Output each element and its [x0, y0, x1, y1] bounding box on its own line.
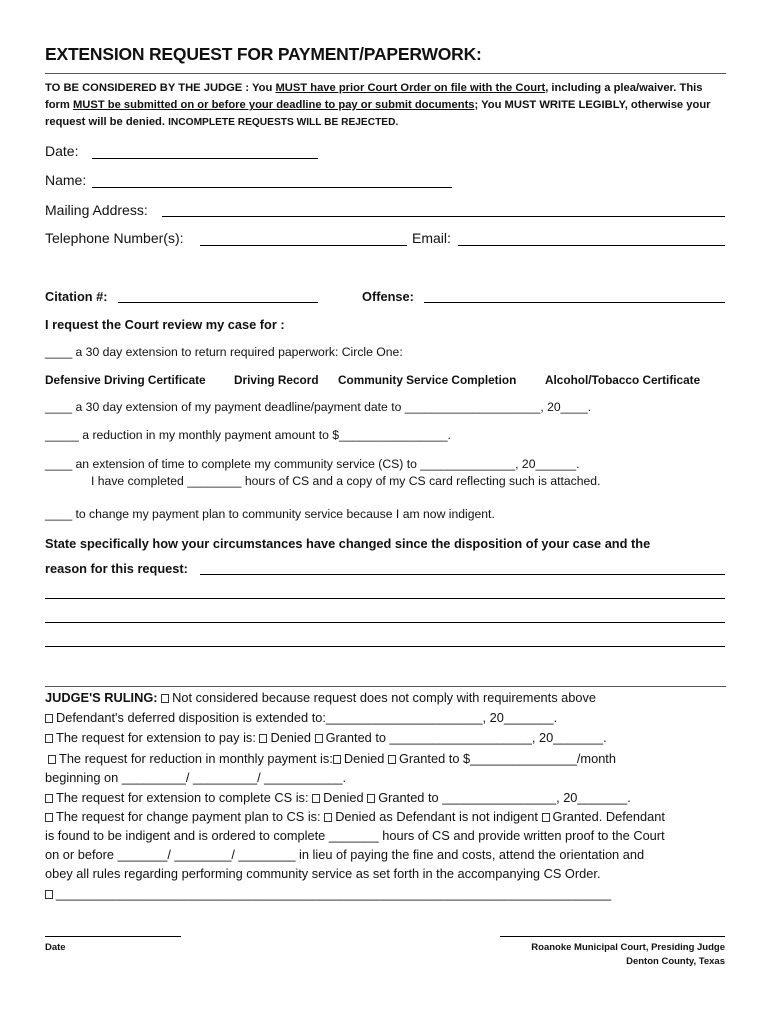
date-field[interactable] — [92, 158, 318, 159]
ruling-text: Denied — [343, 751, 388, 766]
checkbox[interactable] — [367, 794, 375, 803]
checkbox[interactable] — [45, 734, 53, 743]
form-instructions — [45, 80, 720, 131]
citation-field[interactable] — [118, 302, 318, 303]
ruling-text: Denied — [323, 790, 368, 805]
ruling-line-other — [45, 886, 611, 901]
ruling-text: The request for extension to complete CS is: — [56, 790, 313, 805]
checkbox[interactable] — [315, 734, 323, 743]
judges-ruling-label: JUDGE'S RULING: — [45, 690, 162, 705]
date-signature-line[interactable] — [45, 936, 181, 937]
request-item-paperwork[interactable]: ____ a 30 day extension to return required paperwork: Circle One: — [45, 345, 403, 359]
ruling-text: Granted to $_______________/month — [398, 751, 616, 766]
email-field[interactable] — [458, 245, 725, 246]
ruling-text: Granted to ____________________, 20_______. — [325, 730, 607, 745]
telephone-field[interactable] — [200, 245, 407, 246]
checkbox[interactable] — [333, 755, 341, 764]
checkbox[interactable] — [48, 755, 56, 764]
ruling-text[interactable]: ______________________________________________________________________________ — [56, 886, 612, 901]
checkbox[interactable] — [161, 694, 169, 703]
ruling-text: Denied — [270, 730, 315, 745]
ruling-line-obey-rules: obey all rules regarding performing community service as set forth in the accompanying CS Order. — [45, 866, 601, 881]
ruling-divider — [45, 686, 726, 687]
mailing-address-label: Mailing Address: — [45, 202, 148, 218]
request-item-payment-reduction[interactable]: _____ a reduction in my monthly payment amount to $________________. — [45, 428, 451, 442]
offense-label: Offense: — [362, 289, 414, 304]
footer-date-label: Date — [45, 942, 66, 953]
ruling-line-reduction — [48, 751, 616, 766]
reason-line[interactable] — [45, 622, 725, 623]
date-label: Date: — [45, 143, 79, 159]
checkbox[interactable] — [259, 734, 267, 743]
cs-hours-completed[interactable]: I have completed ________ hours of CS and a copy of my CS card reflecting such is attached. — [91, 474, 601, 488]
title-divider — [45, 73, 726, 74]
judge-signature-line[interactable] — [500, 936, 725, 937]
instructions-text: ; You MUST WRITE LEGIBLY, otherwise your request will be denied. — [45, 99, 711, 128]
request-item-cs-extension[interactable]: ____ an extension of time to complete my community service (CS) to ______________, 20______. — [45, 457, 580, 471]
reason-label: reason for this request: — [45, 561, 188, 576]
ruling-text: The request for reduction in monthly payment is: — [59, 751, 333, 766]
ruling-line-cs-extension — [45, 790, 631, 805]
ruling-line-indigent: is found to be indigent and is ordered to complete _______ hours of CS and provide written proof to the Court — [45, 828, 665, 843]
reason-field[interactable] — [200, 574, 725, 575]
instructions-text: You — [252, 82, 276, 94]
county-label: Denton County, Texas — [626, 956, 725, 967]
checkbox[interactable] — [45, 890, 53, 899]
ruling-line-beginning: beginning on _________/ _________/ ___________. — [45, 770, 347, 785]
checkbox[interactable] — [45, 813, 53, 822]
ruling-line-not-considered — [45, 690, 596, 705]
option-community-service[interactable]: Community Service Completion — [338, 373, 517, 387]
form-title: EXTENSION REQUEST FOR PAYMENT/PAPERWORK: — [45, 44, 482, 64]
ruling-line-change-plan — [45, 809, 665, 824]
telephone-label: Telephone Number(s): — [45, 230, 184, 246]
checkbox[interactable] — [45, 714, 53, 723]
ruling-text: The request for change payment plan to CS is: — [56, 809, 325, 824]
option-defensive-driving[interactable]: Defensive Driving Certificate — [45, 373, 206, 387]
ruling-text: Not considered because request does not comply with requirements above — [172, 690, 597, 705]
checkbox[interactable] — [324, 813, 332, 822]
checkbox[interactable] — [45, 794, 53, 803]
reason-line[interactable] — [45, 646, 725, 647]
ruling-line-deferred — [45, 710, 557, 725]
request-heading: I request the Court review my case for : — [45, 317, 285, 332]
checkbox[interactable] — [388, 755, 396, 764]
name-field[interactable] — [92, 187, 452, 188]
request-item-indigent[interactable]: ____ to change my payment plan to community service because I am now indigent. — [45, 507, 495, 521]
mailing-address-field[interactable] — [162, 216, 725, 217]
instructions-text: , including a plea/waiver. This form — [45, 82, 703, 111]
offense-field[interactable] — [424, 302, 725, 303]
request-item-payment-extension[interactable]: ____ a 30 day extension of my payment deadline/payment date to ____________________, 20____. — [45, 400, 592, 414]
option-driving-record[interactable]: Driving Record — [234, 373, 319, 387]
ruling-text: The request for extension to pay is: — [56, 730, 260, 745]
reason-line[interactable] — [45, 598, 725, 599]
option-alcohol-tobacco[interactable]: Alcohol/Tobacco Certificate — [545, 373, 701, 387]
ruling-text: Defendant's deferred disposition is extended to:______________________, 20_______. — [56, 710, 558, 725]
email-label: Email: — [412, 230, 451, 246]
ruling-text: Granted to ________________, 20_______. — [378, 790, 631, 805]
ruling-line-on-or-before: on or before _______/ ________/ ________ in lieu of paying the fine and costs, attend the orientation and — [45, 847, 645, 862]
checkbox[interactable] — [542, 813, 550, 822]
ruling-text: Granted. Defendant — [552, 809, 665, 824]
name-label: Name: — [45, 172, 87, 188]
citation-label: Citation #: — [45, 289, 108, 304]
checkbox[interactable] — [312, 794, 320, 803]
ruling-line-extension-pay — [45, 730, 607, 745]
ruling-text: Denied as Defendant is not indigent — [335, 809, 542, 824]
instructions-underlined: MUST have prior Court Order on file with the Court — [275, 82, 546, 94]
circumstances-prompt: State specifically how your circumstances have changed since the disposition of your case and the — [45, 536, 651, 551]
presiding-judge-label: Roanoke Municipal Court, Presiding Judge — [531, 942, 725, 953]
instructions-warning: INCOMPLETE REQUESTS WILL BE REJECTED. — [168, 117, 399, 128]
instructions-underlined: MUST be submitted on or before your deadline to pay or submit documents — [72, 99, 475, 111]
instructions-lead: TO BE CONSIDERED BY THE JUDGE : — [45, 82, 253, 94]
